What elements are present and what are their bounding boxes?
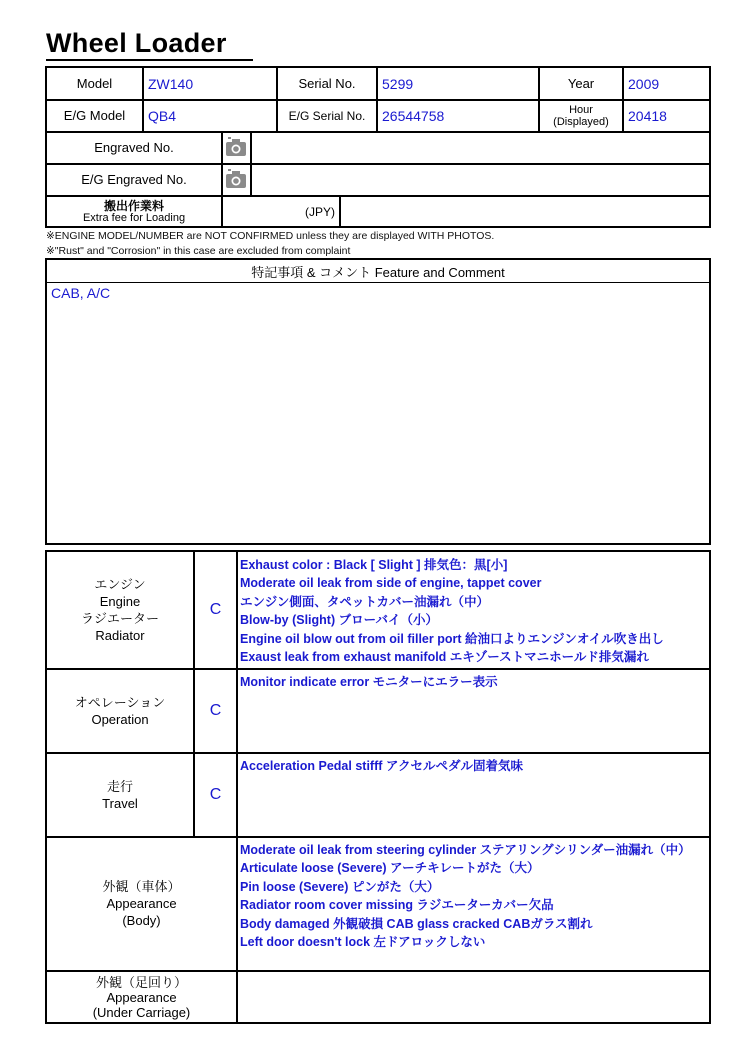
- grade-engine: C: [209, 601, 222, 618]
- detail-line: Articulate loose (Severe) アーチキレートがた（大）: [240, 861, 540, 876]
- detail-line: Pin loose (Severe) ピンがた（大）: [240, 879, 440, 894]
- detail-line: Moderate oil leak from steering cylinder ステアリングシリンダー油漏れ（中）: [240, 843, 691, 857]
- rust-note: ※"Rust" and "Corrosion" in this case are excluded from complaint: [46, 245, 351, 257]
- detail-line: Body damaged 外観破損 CAB glass cracked CABガラス割れ: [240, 916, 593, 931]
- category-label: Operation: [91, 711, 149, 727]
- category-label: Appearance: [106, 896, 177, 911]
- year-value: 2009: [628, 75, 660, 92]
- category-appearance-body: [47, 837, 236, 970]
- category-label: 外観（足回り）: [95, 975, 187, 990]
- serial-value: 5299: [382, 75, 414, 92]
- year-label: Year: [567, 76, 595, 91]
- details-operation: [240, 673, 498, 691]
- hour-label: [540, 100, 622, 131]
- detail-line: Radiator room cover missing ラジエーターカバー欠品: [240, 898, 554, 913]
- feature-comment-box: [45, 258, 711, 545]
- camera-icon[interactable]: [223, 134, 249, 160]
- details-appearance-body: [240, 841, 691, 951]
- detail-line: Exhaust color : Black [ Slight ] 排気色：黒[小]: [240, 558, 508, 572]
- category-engine: [47, 552, 193, 668]
- model-value: ZW140: [148, 75, 194, 92]
- detail-line: Left door doesn't lock 左ドアロックしない: [240, 935, 486, 950]
- detail-line: Engine oil blow out from oil filler port 給油口よりエンジンオイル吹き出し: [240, 631, 664, 646]
- category-label: 外観（車体）: [102, 879, 181, 894]
- model-label: Model: [76, 76, 113, 91]
- hour-value: 20418: [628, 107, 667, 124]
- category-label: オペレーション: [74, 694, 166, 710]
- detail-line: エンジン側面、タペットカバー油漏れ（中）: [240, 594, 490, 609]
- detail-line: Monitor indicate error モニターにエラー表示: [240, 675, 498, 689]
- eg-serial-value: 26544758: [382, 107, 445, 124]
- extra-fee-label-jp: 搬出作業料: [103, 198, 164, 213]
- document-title: Wheel Loader: [46, 28, 227, 58]
- category-label: Radiator: [95, 628, 145, 643]
- hour-label-line2: (Displayed): [553, 115, 609, 128]
- category-travel: [47, 753, 193, 836]
- extra-fee-label-en: Extra fee for Loading: [82, 211, 186, 224]
- inspection-table: [45, 550, 711, 1024]
- detail-line: Blow-by (Slight) ブローバイ（小）: [240, 613, 438, 628]
- engraved-label: Engraved No.: [94, 140, 174, 155]
- details-travel: [240, 757, 523, 775]
- currency-unit: (JPY): [305, 204, 335, 219]
- detail-line: Acceleration Pedal stifff アクセルペダル固着気味: [240, 759, 523, 773]
- eg-engraved-label: E/G Engraved No.: [81, 172, 187, 187]
- grade-operation: C: [209, 701, 222, 719]
- category-label: Engine: [99, 594, 141, 609]
- category-label: 走行: [106, 778, 133, 794]
- eg-model-value: QB4: [148, 107, 177, 124]
- category-label: (Under Carriage): [92, 1005, 191, 1020]
- category-label: (Body): [122, 913, 161, 928]
- category-operation: [47, 669, 193, 752]
- details-engine: [240, 556, 664, 666]
- camera-icon[interactable]: [223, 166, 249, 192]
- category-label: ラジエーター: [80, 611, 159, 626]
- eg-model-label: E/G Model: [63, 108, 126, 123]
- category-label: Appearance: [106, 990, 177, 1005]
- category-appearance-undercarriage: [47, 971, 236, 1024]
- hour-label-line1: Hour: [569, 103, 593, 116]
- extra-fee-label: [47, 196, 221, 227]
- category-label: エンジン: [94, 577, 146, 592]
- grade-travel: C: [209, 785, 222, 803]
- machine-info-table: [45, 66, 711, 228]
- detail-line: Moderate oil leak from side of engine, tappet cover: [240, 576, 542, 591]
- serial-label: Serial No.: [298, 76, 356, 91]
- comment-header: 特記事項 & コメント Feature and Comment: [47, 260, 709, 283]
- category-label: Travel: [102, 795, 138, 811]
- engine-note: ※ENGINE MODEL/NUMBER are NOT CONFIRMED unless they are displayed WITH PHOTOS.: [46, 230, 495, 242]
- comment-body: CAB, A/C: [51, 285, 111, 301]
- title-underline: [46, 59, 253, 61]
- eg-serial-label: E/G Serial No.: [288, 108, 366, 123]
- detail-line: Exaust leak from exhaust manifold エキゾーストマニホールド排気漏れ: [240, 650, 649, 665]
